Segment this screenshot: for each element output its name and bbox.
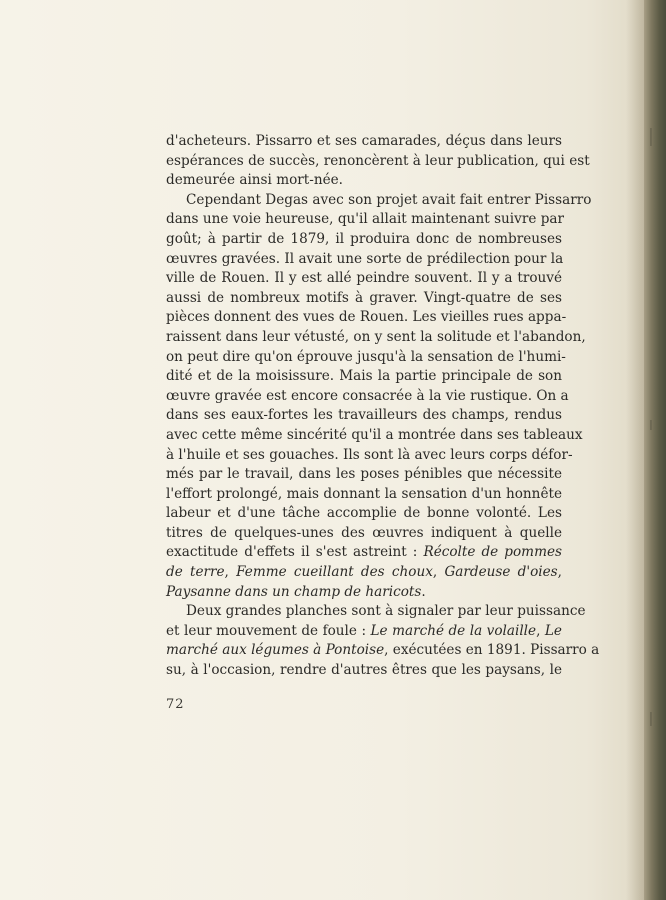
text-line: avec cette même sincérité qu'il a montrée dans ses tableaux bbox=[166, 426, 583, 443]
text-line: et leur mouvement de foule : Le marché de la volaille, Le bbox=[166, 622, 562, 639]
text-line: œuvre gravée est encore consacrée à la vie rustique. On a bbox=[166, 387, 569, 404]
text-line: dans une voie heureuse, qu'il allait maintenant suivre par bbox=[166, 211, 565, 228]
text-line: dans ses eaux-fortes les travailleurs des champs, rendus bbox=[166, 407, 562, 424]
text-line: pièces donnent des vues de Rouen. Les vieilles rues appa- bbox=[166, 309, 567, 326]
text-line: exactitude d'effets il s'est astreint : Récolte de pommes bbox=[166, 544, 562, 561]
text-line: Paysanne dans un champ de haricots. bbox=[166, 583, 426, 600]
text-line: dité et de la moisissure. Mais la partie principale de son bbox=[166, 368, 562, 385]
spine-mark bbox=[650, 128, 652, 146]
artwork-title: Récolte de pommes bbox=[423, 544, 562, 561]
text-line: ville de Rouen. Il y est allé peindre souvent. Il y a trouvé bbox=[166, 270, 562, 287]
text-line: Deux grandes planches sont à signaler par leur puissance bbox=[186, 603, 586, 620]
text-line: on peut dire qu'on éprouve jusqu'à la sensation de l'humi- bbox=[166, 348, 566, 365]
book-spine bbox=[644, 0, 666, 900]
artwork-title: Le bbox=[544, 622, 562, 639]
text-line: aussi de nombreux motifs à graver. Vingt-quatre de ses bbox=[166, 289, 562, 306]
text-line: més par le travail, dans les poses pénibles que nécessite bbox=[166, 466, 562, 483]
text-line: marché aux légumes à Pontoise, exécutées en 1891. Pissarro a bbox=[166, 642, 600, 659]
text-line: œuvres gravées. Il avait une sorte de prédilection pour la bbox=[166, 250, 564, 267]
text-line: Cependant Degas avec son projet avait fait entrer Pissarro bbox=[186, 191, 592, 208]
artwork-title: Femme cueillant des choux bbox=[236, 564, 433, 581]
text-line: espérances de succès, renoncèrent à leur publication, qui est bbox=[166, 152, 590, 169]
page-number: 72 bbox=[166, 697, 185, 712]
text-line: titres de quelques-unes des œuvres indiquent à quelle bbox=[166, 524, 562, 541]
text-line: labeur et d'une tâche accomplie de bonne volonté. Les bbox=[166, 505, 562, 522]
artwork-title: Le marché de la volaille bbox=[370, 622, 537, 639]
text-line: d'acheteurs. Pissarro et ses camarades, déçus dans leurs bbox=[166, 133, 562, 149]
artwork-title: Paysanne dans un champ de haricots bbox=[166, 583, 422, 600]
text-line: demeurée ainsi mort-née. bbox=[166, 172, 343, 189]
text-line: raissent dans leur vétusté, on y sent la solitude et l'abandon, bbox=[166, 328, 586, 345]
text-line: su, à l'occasion, rendre d'autres êtres que les paysans, le bbox=[166, 662, 562, 679]
artwork-title: de terre bbox=[166, 564, 225, 581]
text-line: de terre, Femme cueillant des choux, Gardeuse d'oies, bbox=[166, 564, 562, 581]
text-line: l'effort prolongé, mais donnant la sensation d'un honnête bbox=[166, 485, 562, 502]
spine-mark bbox=[650, 420, 652, 430]
body-text bbox=[166, 132, 600, 681]
artwork-title: Gardeuse d'oies bbox=[444, 564, 558, 581]
spine-mark bbox=[650, 712, 652, 726]
text-line: à l'huile et ses gouaches. Ils sont là avec leurs corps défor- bbox=[166, 446, 573, 463]
text-line: goût; à partir de 1879, il produira donc de nombreuses bbox=[166, 230, 562, 247]
binding-shadow bbox=[626, 0, 644, 900]
artwork-title: marché aux légumes à Pontoise bbox=[166, 642, 385, 659]
